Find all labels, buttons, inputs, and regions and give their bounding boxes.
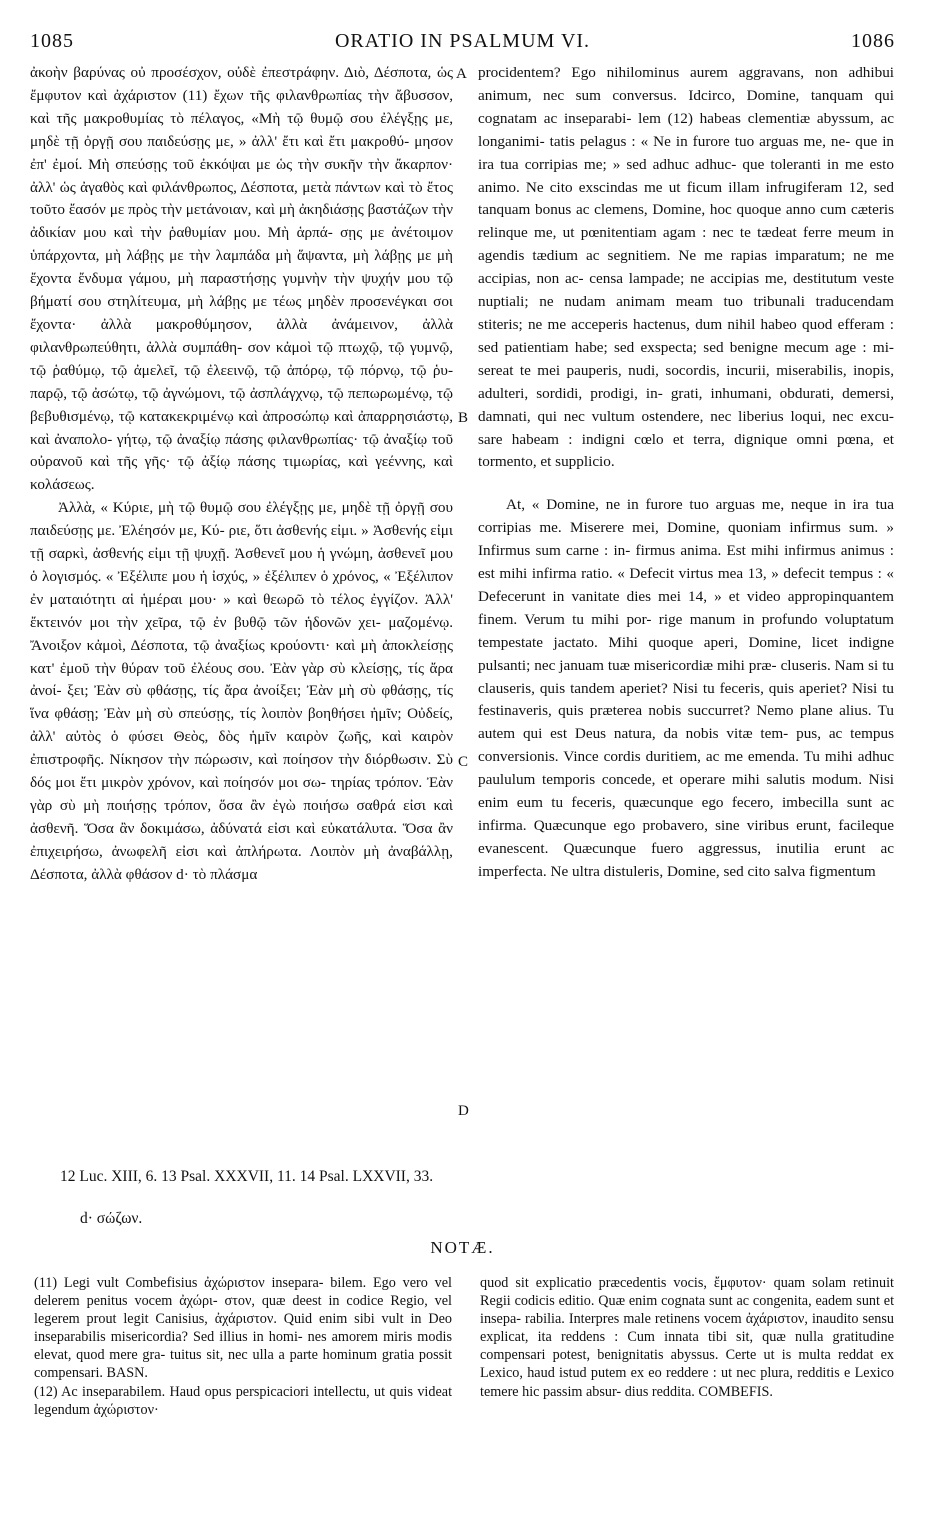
greek-paragraph-2: Ἀλλὰ, « Κύριε, μὴ τῷ θυμῷ σου ἐλέγξῃς με, μηδὲ τῇ ὀργῇ σου παιδεύσῃς με. Ἐλέησόν με, Κύ- ριε, ὅτι ἀσθενής εἰμι. » Ἀσθενής εἰμι τῇ σαρκὶ, ἀσθενής εἰμι τῇ ψυχῇ. Ἀσθενεῖ μου ἡ γνώμη, ἀσθενεῖ μου ὁ λογισμός. « Ἐξέλιπε μου ἡ ἰσχύς, » ἐξέλιπεν ὁ χρόνος, « Ἐξέλιπον ἐν ματαιότητι αἱ ἡμέραι μου· » καὶ θεωρῶ τὸ τέλος ἐγγίζον. Ἀλλ' ἔκτεινόν μοι τὴν χεῖρα, τῷ ἐν βυθῷ τῶν ἡδονῶν χει- μαζομένῳ. Ἄνοιξον κἀμοὶ, Δέσποτα, τῷ ἀναξίως κρούοντι· καὶ μὴ ἀποκλείσῃς κατ' ἐμοῦ τὴν θύραν τοῦ ἐλέους σου. Ἐὰν γὰρ σὺ κλείσῃς, τίς ἄρα ἀνοί- ξει; Ἐὰν σὺ φθάσῃς, τίς ἄρα ἀνοίξει; Ἐὰν μὴ σὺ φθάσῃς, τίς ἵνα φθάσῃ; Ἐὰν μὴ σὺ σπεύσῃς, τίς λοιπὸν βοηθήσει ἡμῖν; Οὐδείς, ἀλλ' αὐτὸς ὁ φύσει Θεὸς, δὸς ἡμῖν καιρὸν ζωῆς, καὶ καιρὸν ἐπιστροφῆς. Νίκησον τὴν πώρωσιν, καὶ ποίησον τὴν διόρθωσιν. Σὺ δός μοι ἔτι μικρὸν χρόνον, καὶ ποίησόν μοι σω- τηρίας τρόπον. Ἐὰν γὰρ σὺ μὴ ποιήσῃς τρόπον, ὅσα ἂν ἐγὼ ποιήσω σαθρά εἰσι καὶ ἀσθενῆ. Ὅσα ἂν δοκιμάσω, ἀδύνατά εἰσι καὶ εὐκατάλυτα. Ὅσα ἂν ἐπιχειρήσω, ἀνωφελῆ εἰσι καὶ ἀπλήρωτα. Λοιπὸν μὴ ἀναβάλλῃ, Δέσποτα, ἀλλὰ φθάσον d· τὸ πλάσμα xyxy=(30,499,454,883)
running-title: ORATIO IN PSALMUM VI. xyxy=(334,30,591,52)
latin-column xyxy=(478,62,894,884)
greek-paragraph-1: ἀκοὴν βαρύνας οὐ προσέσχον, οὐδὲ ἐπεστράφην. Διὸ, Δέσποτα, ὡς ἔμφυτον καὶ ἀχάριστον (11) ἔχων τῆς φιλανθρωπίας τὴν ἄβυσσον, καὶ τῆς μακροθυμίας τὸ πέλαγος, «Μὴ τῷ θυμῷ σου ἐλέγξῃς με, μηδὲ τῇ ὀργῇ σου παιδεύσῃς με, » ἀλλ' ἔτι καὶ ἔτι μακροθύ- μησον ἐπ' ἐμοί. Μὴ σπεύσῃς τοῦ ἐκκόψαι με ὡς τὴν συκῆν τὴν ἄκαρπον· ἀλλ' ὡς ἀγαθὸς καὶ φιλάνθρωπος, Δέσποτα, μετὰ πάντων καὶ τὸ ἔτος τοῦτο ἔασόν με πρὸς τὴν μετάνοιαν, καὶ μὴ ἀκηδιάσῃς βαστάζων τὴν ἀδικίαν μου καὶ τὴν ῥαθυμίαν μου. Μὴ ἁρπά- σῃς με ἀνέτοιμον ὑπάρχοντα, μὴ λάβῃς με τὴν λαμπάδα μὴ ἅψαντα, μὴ λάβῃς με μὴ ἔχοντα ἔνδυμα γάμου, μὴ παραστήσῃς γυμνὴν τὴν ψυχήν μου τῷ βήματί σου στηλίτευμα, μὴ λάβῃς με τέως μηδὲν προσενέγκαι σοι ἔχοντα· ἀλλὰ μακροθύμησον, ἀλλὰ ἀνάμεινον, ἀλλὰ φιλανθρωπεύθητι, ἀλλὰ συμπάθη- σον κἀμοὶ τῷ πτωχῷ, τῷ γυμνῷ, τῷ ῥαθύμῳ, τῷ ἀμελεῖ, τῷ ἐλεεινῷ, τῷ ἀπόρῳ, τῷ πόρνῳ, τῷ ῥυ- παρῷ, τῷ ἀσώτῳ, τῷ ἀγνώμονι, τῷ ἀσπλάγχνῳ, τῷ πεπωρωμένῳ, τῷ βεβυθισμένῳ, τῷ κατακεκριμένῳ καὶ ἀπροσώπῳ καὶ ἀπαρρησιάστῳ, καὶ ἀναπολο- γήτῳ, τῷ ἀναξίῳ πάσης φιλανθρωπίας· τῷ ἀναξίῳ τοῦ οὐρανοῦ καὶ τῆς γῆς· τῷ ἀξίῳ πάσης τιμωρίας, καὶ γεέννης, καὶ κολάσεως. xyxy=(30,64,454,494)
variant-reading: d· σώζων. xyxy=(80,1210,143,1227)
page-number-left: 1085 xyxy=(30,30,74,52)
notes-heading: NOTÆ. xyxy=(430,1238,495,1257)
latin-paragraph-2: At, « Domine, ne in furore tuo arguas me, neque in ira tua corripias me. Miserere mei, Domine, quoniam infirmus sum. » Infirmus sum carne : in- firmus anima. Est mihi infirmus animus : est mihi infirma ratio. « Defecit virtus mea 13, » defecit tempus : « Defecerunt in vanitate dies mei 14, » et video appropinquantem finem. Verum tu mihi por- rige manum in profundo voluptatum tempestate jactato. Mihi quoque aperi, Domine, licet indigne pulsanti; nec januam tuæ misericordiæ mihi præ- cluseris. Nam si tu clauseris, quis tandem aperiet? Nisi tu feceris, quis aperiet? Nisi tu festinaveris, quis præterea nobis succurret? Nemo plane alius. Tu autem qui est Deus natura, da nobis vitæ tem- pus, ac tempus conversionis. Vince cordis duritiem, ac me emenda. Tu mihi adhuc paululum temporis concede, et operare mihi salutis modum. Nisi enim eum tu feceris, quæcunque ego fecero, imbecilla sunt ac infirma. Quæcunque ego probavero, sine viribus erunt, facileque evanescent. Quæcunque fuero aggressus, inutilia erunt ac imperfecta. Ne ultra distuleris, Domine, sed cito salva figmentum xyxy=(478,496,895,880)
notes-right-column xyxy=(480,1274,894,1401)
page-header xyxy=(30,30,895,56)
latin-paragraph-1: procidentem? Ego nihilominus aurem aggravans, non adhibui animum, nec sum conversus. Idcirco, Domine, tanquam qui cognatam ac inseparabi- lem (12) habeas clementiæ abyssum, ac longanimi- tatis pelagus : « Ne in furore tuo arguas me, ne- que in ira tua corripias me; » sed adhuc adhuc- que toleranti in me esto animo. Ne cito exscindas me ut ficum illam infrugiferam 12, sed tanquam bonus ac clemens, Domine, hoc quoque anno cum cæteris relinque me, ut pœnitentiam agam : nec te tædeat ferre meum in agendis tædium ac segnitiem. Ne me rapias imparatum; ne me accipias, non ac- censa lampade; ne accipias me, destitutum veste nuptiali; ne nudam animam meam tuo tribunali traducendam stiteris; ne me acceperis hactenus, dum nihil habeo quod efferam : sed patientiam habe; sed exspecta; sed benigne mecum age : mi- sereat te mei pauperis, nudi, socordis, incurii, miserabilis, inopis, adulteri, sordidi, prodigi, in- grati, inhumani, obdurati, demersi, damnati, qui nec vultum ostendere, nec liberius loqui, nec excu- sare habeam : indigni cœlo et terra, dignique omni pœna, et tormento, et supplicio. xyxy=(478,64,895,471)
margin-marker-d: D xyxy=(458,1103,469,1119)
note-11: (11) Legi vult Combefisius ἀχώριστον insepara- bilem. Ego vero vel delerem penitus vocem ἀχώρι- στον, quæ deest in codice Regio, vel legerem prout legit Canisius, ἀχάριστον. Quid enim sibi vult in Deo inseparabilis misericordia? Sed illius in homi- nes amorem miris modis elevat, quod mere gra- tuitus sit, nec ulla a parte hominum gratia possit compensari. BASN. xyxy=(34,1275,453,1382)
scripture-references: 12 Luc. XIII, 6. 13 Psal. XXXVII, 11. 14 Psal. LXXVII, 33. xyxy=(60,1168,434,1185)
margin-marker-c: C xyxy=(458,754,469,770)
margin-marker-a: A xyxy=(456,66,467,82)
greek-column xyxy=(30,62,453,887)
margin-marker-b: B xyxy=(458,410,469,426)
note-12: (12) Ac inseparabilem. Haud opus perspicaciori intellectu, ut quis videat legendum ἀχώριστον· xyxy=(34,1383,453,1418)
notes-left-column xyxy=(34,1274,452,1419)
note-12-continued: quod sit explicatio præcedentis vocis, ἔμφυτον· quam solam retinuit Regii codicis editio. Quæ enim cognata sunt ac congenita, eadem sunt et insepa- rabilia. Interpres male retinens vocem ἀχάριστον, inaudito sensu explicat, ita reddens : Cum innata tibi sit, quæ nulla gratitudine compensari potest, benignitatis abyssus. Certe ut is multa reddat ex Lexico, haud istud putem ex eo reddere : ut nec plura, redditis e Lexico temere hic passim absur- dius reddita. COMBEFIS. xyxy=(480,1275,895,1400)
page-number-right: 1086 xyxy=(851,30,895,52)
